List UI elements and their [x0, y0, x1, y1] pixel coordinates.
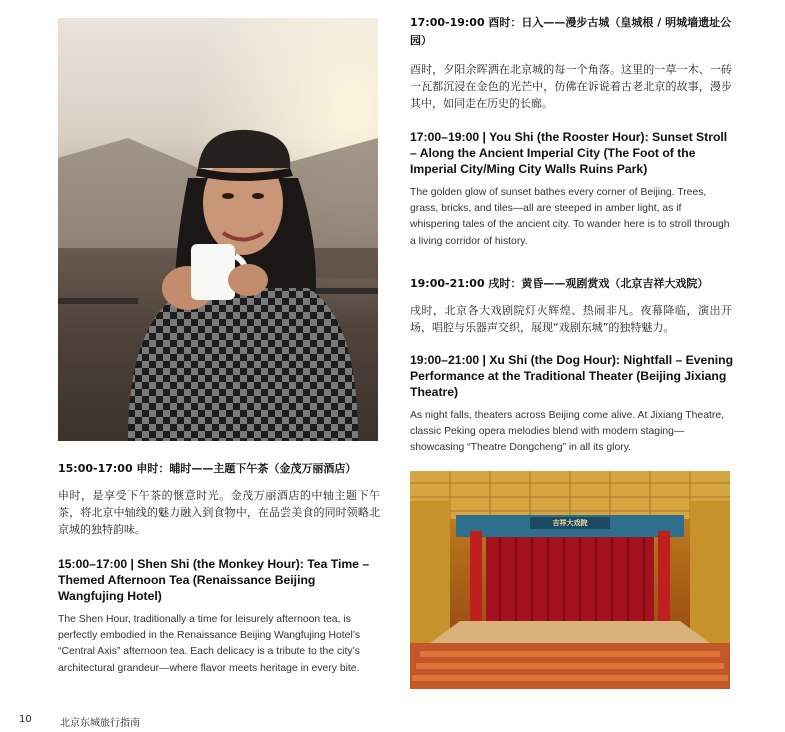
- xu-zh-heading: 19:00-21:00 戌时：黄昏——观剧赏戏（北京吉祥大戏院）: [410, 277, 709, 290]
- page-number: 10: [19, 714, 32, 725]
- you-zh-heading: 17:00-19:00 酉时：日入——漫步古城（皇城根 / 明城墙遗址公园）: [410, 16, 732, 47]
- theater-illustration: [410, 471, 730, 689]
- xu-en-body: As night falls, theaters across Beijing come alive. At Jixiang Theatre, classic Peking opera melodies blend with modern staging—showcasing “Theatre Dongcheng” in all its glory.: [410, 410, 724, 454]
- shen-en-heading: 15:00–17:00 | Shen Shi (the Monkey Hour): Tea Time – Themed Afternoon Tea (Renaissance Beijing Wangfujing Hotel): [58, 557, 370, 603]
- you-zh-body: 酉时，夕阳余晖洒在北京城的每一个角落。这里的一草一木、一砖一瓦都沉浸在金色的光芒中，仿佛在诉说着古老北京的故事，漫步其中，如同走在历史的长廊。: [410, 63, 732, 110]
- shen-en-body: The Shen Hour, traditionally a time for leisurely afternoon tea, is perfectly embodied in the Renaissance Beijing Wangfujing Hotel’s “Central Axis” afternoon tea. Each delicacy is a tribute to the city’s architectural grandeur—where flavor meets heritage in every bite.: [58, 614, 361, 674]
- woman-tea-photo: [58, 18, 378, 441]
- you-en-heading: 17:00–19:00 | You Shi (the Rooster Hour): Sunset Stroll – Along the Ancient Imperial City (The Foot of the Imperial City/Ming City Walls Ruins Park): [410, 130, 728, 176]
- jixiang-theatre-photo: [410, 471, 730, 689]
- shen-zh-heading: 15:00-17:00 申时：晡时——主题下午茶（金茂万丽酒店）: [58, 462, 357, 475]
- xu-zh-body: 戌时，北京各大戏剧院灯火辉煌、热闹非凡。夜幕降临，演出开场，唱腔与乐器声交织，展现“戏剧东城”的独特魅力。: [410, 304, 732, 334]
- you-en-body: The golden glow of sunset bathes every corner of Beijing. Trees, grass, bricks, and tiles—all are steeped in amber light, as if whispering tales of the ancient city. To wander here is to stroll through a living corridor of history.: [410, 187, 730, 247]
- woman-tea-illustration: [58, 18, 378, 441]
- theater-sign: 吉祥大戏院: [552, 519, 588, 527]
- shen-zh-body: 申时，是享受下午茶的惬意时光。金茂万丽酒店的中轴主题下午茶，将北京中轴线的魅力融入到食物中，在品尝美食的同时领略北京城的独特韵味。: [58, 489, 380, 536]
- guide-title: 北京东城旅行指南: [60, 718, 140, 729]
- xu-en-heading: 19:00–21:00 | Xu Shi (the Dog Hour): Nightfall – Evening Performance at the Traditional Theater (Beijing Jixiang Theatre): [410, 353, 734, 399]
